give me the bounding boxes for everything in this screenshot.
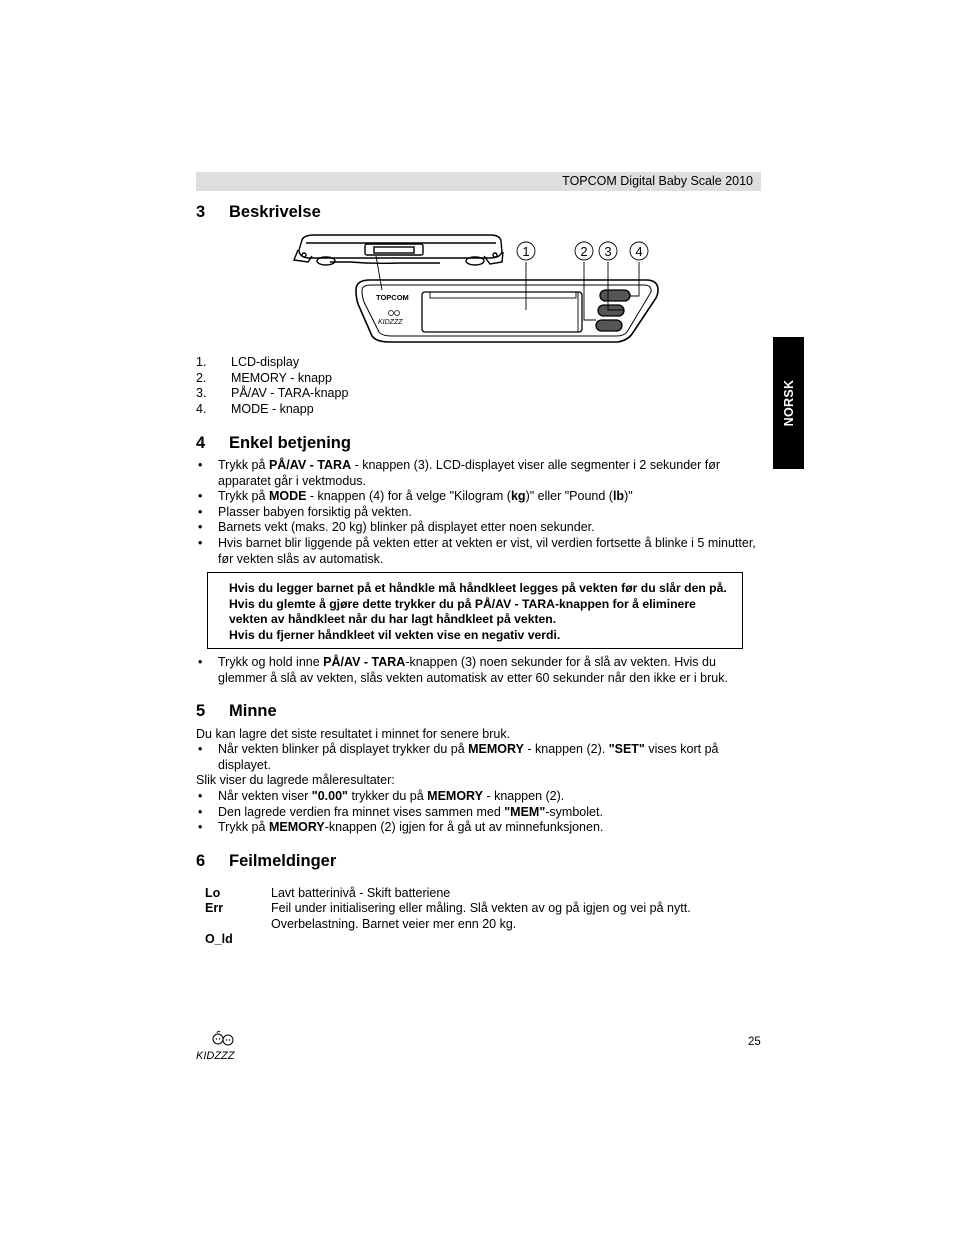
section-5-intro: Du kan lagre det siste resultatet i minnet for senere bruk. xyxy=(196,727,511,741)
bullet-item: • Trykk på MODE - knappen (4) for å velge "Kilogram (kg)" eller "Pound (lb)" xyxy=(198,489,633,503)
parts-item-number: 1. xyxy=(196,355,207,369)
section-5-heading xyxy=(196,702,277,721)
section-5-number: 5 xyxy=(196,702,206,720)
section-4-heading xyxy=(196,434,351,453)
warning-box xyxy=(207,572,743,649)
parts-item-number: 2. xyxy=(196,371,207,385)
footer-logo-text: KIDZZZ xyxy=(196,1050,235,1062)
error-code: Lo xyxy=(205,886,221,900)
error-code: Err xyxy=(205,901,224,915)
document-title: TOPCOM Digital Baby Scale 2010 xyxy=(562,174,753,188)
bullet-item: • Hvis barnet blir liggende på vekten etter at vekten er vist, vil verdien fortsette å blinke i 5 minutter, før vekten slås av automatisk. xyxy=(198,536,756,566)
section-3-heading xyxy=(196,203,321,222)
panel-logo-face-icon xyxy=(395,311,400,316)
scale-diagram xyxy=(290,232,665,354)
bullet-item: • Når vekten blinker på displayet trykker du på MEMORY - knappen (2). "SET" vises kort på displayet. xyxy=(198,742,719,772)
page-number: 25 xyxy=(748,1036,761,1048)
panel-logo-face-icon xyxy=(389,311,394,316)
section-4-number: 4 xyxy=(196,434,206,452)
parts-item-label: LCD-display xyxy=(231,355,300,369)
section-3-title: Beskrivelse xyxy=(229,203,321,221)
error-description: Feil under initialisering eller måling. Slå vekten av og på igjen og vei på nytt. xyxy=(271,901,691,915)
panel-logo-text: KIDZZZ xyxy=(378,319,403,326)
section-5-title: Minne xyxy=(229,702,277,720)
parts-item-label: MODE - knapp xyxy=(231,402,314,416)
section-3-number: 3 xyxy=(196,203,206,221)
bullet-item: • Trykk på MEMORY-knappen (2) igjen for å gå ut av minnefunksjonen. xyxy=(198,820,604,834)
bullet-item: • Plasser babyen forsiktig på vekten. xyxy=(198,505,412,519)
scale-side-view xyxy=(294,235,503,265)
parts-item-label: MEMORY - knapp xyxy=(231,371,332,385)
callout-label-4: 4 xyxy=(635,244,643,259)
parts-item-number: 3. xyxy=(196,386,207,400)
callout-label-3: 3 xyxy=(604,244,612,259)
parts-item-label: PÅ/AV - TARA-knapp xyxy=(231,386,349,400)
section-4-title: Enkel betjening xyxy=(229,434,351,452)
header-bar xyxy=(196,172,761,191)
kidzzz-logo xyxy=(195,1030,247,1064)
bullet-item: • Den lagrede verdien fra minnet vises sammen med "MEM"-symbolet. xyxy=(198,805,603,819)
warning-text: Hvis du legger barnet på et håndkle må håndkleet legges på vekten før du slår den på. Hvis du glemte å gjøre dette trykker du på PÅ/AV - TARA-knappen for å eliminere vekten av håndkleet når du har lagt håndkleet på vekten. xyxy=(229,581,727,626)
section-6-number: 6 xyxy=(196,852,206,870)
bullet-item: • Trykk på PÅ/AV - TARA - knappen (3). LCD-displayet viser alle segmenter i 2 sekunder før apparatet går i vektmodus. xyxy=(198,458,721,488)
language-tab xyxy=(773,337,804,469)
scale-front-panel xyxy=(356,262,658,342)
panel-brand-text: TOPCOM xyxy=(376,293,409,302)
section-6-heading xyxy=(196,852,336,871)
section-5-recall: Slik viser du lagrede måleresultater: xyxy=(196,773,395,787)
error-description: Overbelastning. Barnet veier mer enn 20 kg. xyxy=(271,917,517,931)
callout-label-1: 1 xyxy=(522,244,530,259)
error-code: O_ld xyxy=(205,932,233,946)
callout-group xyxy=(517,242,648,260)
bullet-item: • Barnets vekt (maks. 20 kg) blinker på displayet etter noen sekunder. xyxy=(198,520,595,534)
section-6-title: Feilmeldinger xyxy=(229,852,337,870)
language-tab-label: NORSK xyxy=(781,379,796,427)
warning-text: Hvis du fjerner håndkleet vil vekten vise en negativ verdi. xyxy=(229,627,561,642)
bullet-item: • Trykk og hold inne PÅ/AV - TARA-knappen (3) noen sekunder for å slå av vekten. Hvis du glemmer å slå av vekten, slås vekten automatisk av etter 60 sekunder når den ikke er i bruk. xyxy=(198,655,728,685)
callout-label-2: 2 xyxy=(580,244,588,259)
error-description: Lavt batterinivå - Skift batteriene xyxy=(271,886,451,900)
parts-item-number: 4. xyxy=(196,402,207,416)
bullet-item: • Når vekten viser "0.00" trykker du på MEMORY - knappen (2). xyxy=(198,789,565,803)
